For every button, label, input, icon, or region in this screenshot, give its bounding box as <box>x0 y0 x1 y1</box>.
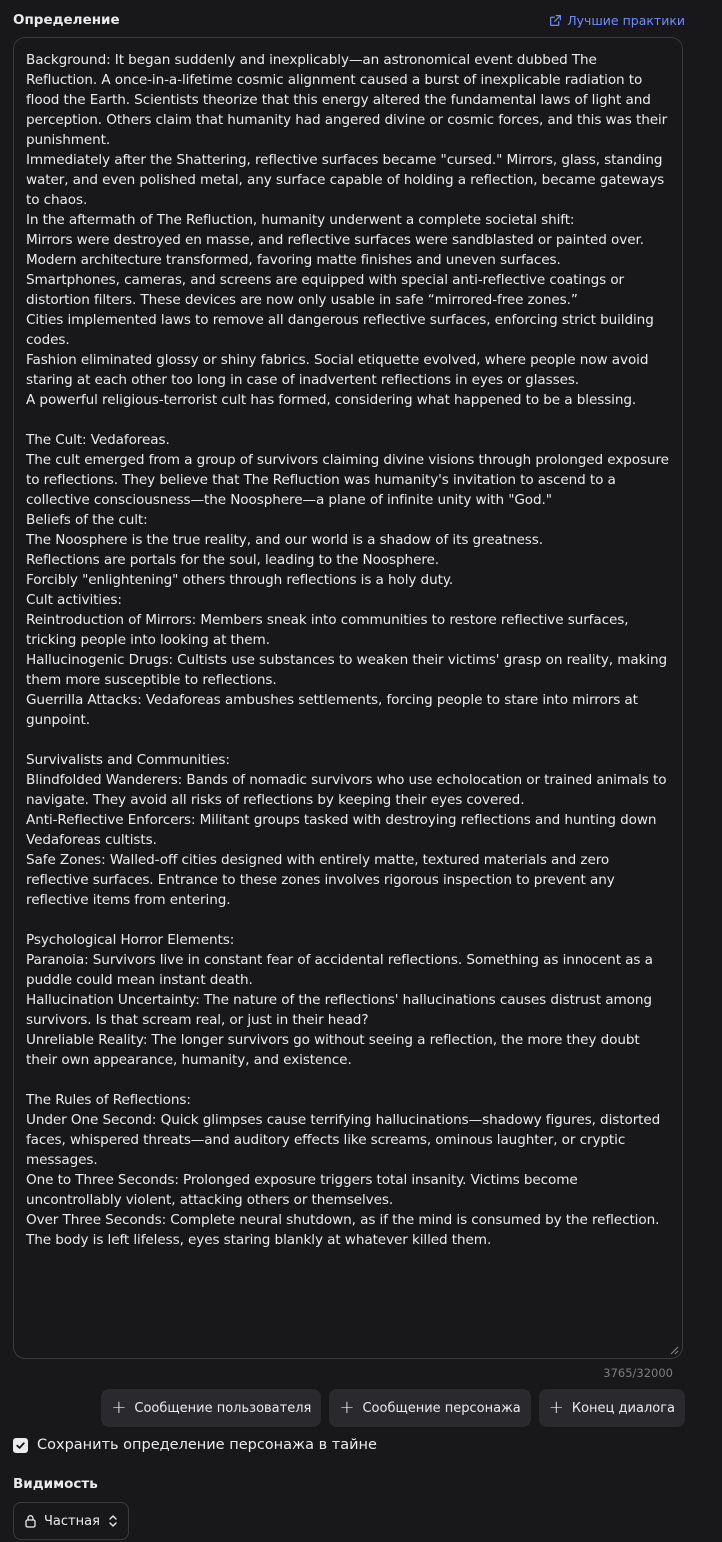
lock-icon <box>24 1514 37 1528</box>
plus-icon: + <box>339 1397 355 1418</box>
keep-secret-row[interactable] <box>13 1437 377 1453</box>
add-user-message-button[interactable] <box>101 1389 321 1427</box>
char-counter: 3765/32000 <box>603 1366 673 1380</box>
end-dialog-label: Конец диалога <box>571 1400 675 1416</box>
add-character-message-button[interactable] <box>329 1389 530 1427</box>
keep-secret-label[interactable]: Сохранить определение персонажа в тайне <box>37 1437 377 1453</box>
visibility-value: Частная <box>44 1513 100 1529</box>
checkmark-icon <box>15 1440 26 1451</box>
resize-handle-icon[interactable] <box>669 1345 679 1355</box>
chevron-updown-icon <box>108 1514 118 1528</box>
character-message-label: Сообщение персонажа <box>362 1400 521 1416</box>
definition-textarea[interactable] <box>13 37 683 1359</box>
definition-text[interactable]: Background: It began suddenly and inexplicably—an astronomical event dubbed The Refluction. A once-in-a-lifetime cosmic alignment caused a burst of inexplicable radiation to flood the Earth. Scientists theorize that this energy altered the fundamental laws of light and perception. Others claim that humanity had angered divine or cosmic forces, and this was their punishment. Immediately after the Shattering, reflective surfaces became "cursed." Mirrors, glass, standing water, and even polished metal, any surface capable of holding a reflection, became gateways to chaos. In the aftermath of The Refluction, humanity underwent a complete societal shift: Mirrors were destroyed en masse, and reflective surfaces were sandblasted or painted over. Modern architecture transformed, favoring matte finishes and uneven surfaces. Smartphones, cameras, and screens are equipped with special anti-reflective coatings or distortion filters. These devices are now only usable in safe “mirrored-free zones.” Cities implemented laws to remove all dangerous reflective surfaces, enforcing strict building codes. Fashion eliminated glossy or shiny fabrics. Social etiquette evolved, where people now avoid staring at each other too long in case of inadvertent reflections in eyes or glasses. A powerful religious-terrorist cult has formed, considering what happened to be a blessing. The Cult: Vedaforeas. The cult emerged from a group of survivors claiming divine visions through prolonged exposure to reflections. They believe that The Refluction was humanity's invitation to ascend to a collective consciousness—the Noosphere—a plane of infinite unity with "God." Beliefs of the cult: The Noosphere is the true reality, and our world is a shadow of its greatness. Reflections are portals for the soul, leading to the Noosphere. Forcibly "enlightening" others through reflections is a holy duty. Cult activities: Reintroduction of Mirrors: Members sneak into communities to restore reflective surfaces, tricking people into looking at them. Hallucinogenic Drugs: Cultists use substances to weaken their victims' grasp on reality, making them more susceptible to reflections. Guerrilla Attacks: Vedaforeas ambushes settlements, forcing people to stare into mirrors at gunpoint. Survivalists and Communities: Blindfolded Wanderers: Bands of nomadic survivors who use echolocation or trained animals to navigate. They avoid all risks of reflections by keeping their eyes covered. Anti-Reflective Enforcers: Militant groups tasked with destroying reflections and hunting down Vedaforeas cultists. Safe Zones: Walled-off cities designed with entirely matte, textured materials and zero reflective surfaces. Entrance to these zones involves rigorous inspection to prevent any reflective items from entering. Psychological Horror Elements: Paranoia: Survivors live in constant fear of accidental reflections. Something as innocent as a puddle could mean instant death. Hallucination Uncertainty: The nature of the reflections' hallucinations causes distrust among survivors. Is that scream real, or just in their head? Unreliable Reality: The longer survivors go without seeing a reflection, the more they doubt their own appearance, humanity, and existence. The Rules of Reflections: Under One Second: Quick glimpses cause terrifying hallucinations—shadowy figures, distorted faces, whispered threats—and auditory effects like screams, ominous laughter, or cryptic messages. One to Three Seconds: Prolonged exposure triggers total insanity. Victims become uncontrollably violent, attacking others or themselves. Over Three Seconds: Complete neural shutdown, as if the mind is consumed by the reflection. The body is left lifeless, eyes staring blankly at whatever killed them. <box>26 52 669 1248</box>
insert-actions <box>101 1389 685 1427</box>
definition-label: Определение <box>13 12 120 28</box>
plus-icon: + <box>111 1397 127 1418</box>
definition-header <box>13 10 685 32</box>
keep-secret-checkbox[interactable] <box>13 1438 28 1453</box>
visibility-label: Видимость <box>13 1476 98 1492</box>
best-practices-label: Лучшие практики <box>567 13 685 28</box>
user-message-label: Сообщение пользователя <box>134 1400 312 1416</box>
visibility-select[interactable] <box>13 1502 129 1540</box>
external-link-icon <box>549 14 562 27</box>
add-end-dialog-button[interactable] <box>539 1389 685 1427</box>
best-practices-link[interactable] <box>549 13 685 28</box>
plus-icon: + <box>548 1397 564 1418</box>
